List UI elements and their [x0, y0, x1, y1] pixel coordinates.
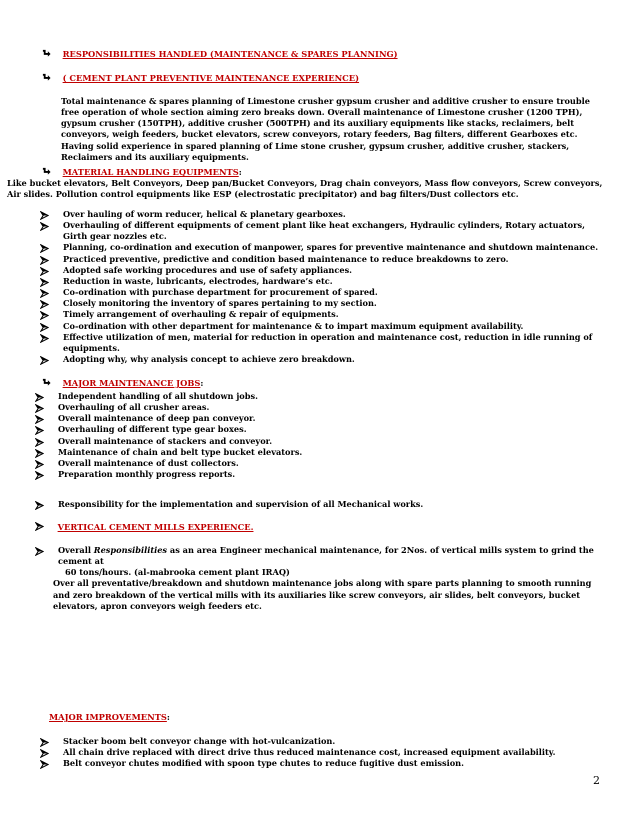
chevron-bullet-icon — [35, 471, 44, 480]
chevron-bullet-icon — [35, 438, 44, 447]
vertical-mills-heading: VERTICAL CEMENT MILLS EXPERIENCE. — [57, 522, 254, 532]
list-item: Adopting why, why analysis concept to achieve zero breakdown. — [40, 354, 610, 365]
major-jobs-list — [35, 391, 595, 480]
list-item: Closely monitoring the inventory of spares pertaining to my section. — [40, 298, 610, 309]
cement-experience-heading: ( CEMENT PLANT PREVENTIVE MAINTENANCE EXPERIENCE) — [62, 73, 360, 83]
vertical-mills-block: Overall Responsibilities as an area Engineer mechanical maintenance, for 2Nos. of vertical mills system to grind the cement at 60 tons/hours. (al-mabrooka cement plant IRAQ) Over all preventative/breakdown and shutdown maintenance jobs along with spare parts planning to smooth running and zero breakdown of the vertical mills with its auxiliaries like screw conveyors, air slides, belt conveyors, bucket elevators, apron conveyors weigh feeders etc. — [35, 545, 610, 612]
chevron-bullet-icon — [35, 501, 44, 510]
arrow-bullet-icon — [42, 167, 52, 178]
responsibilities-heading-row — [42, 49, 398, 60]
list-item: Independent handling of all shutdown jobs. — [35, 391, 595, 402]
chevron-bullet-icon — [40, 760, 49, 769]
mechanical-works-list — [35, 499, 595, 510]
chevron-bullet-icon — [35, 426, 44, 435]
chevron-bullet-icon — [35, 449, 44, 458]
arrow-bullet-icon — [42, 378, 52, 389]
responsibilities-heading: RESPONSIBILITIES HANDLED (MAINTENANCE & SPARES PLANNING) — [62, 49, 398, 59]
vertical-mills-heading-row — [35, 522, 253, 533]
chevron-bullet-icon — [40, 267, 49, 276]
chevron-bullet-icon — [40, 222, 49, 231]
chevron-bullet-icon — [40, 334, 49, 343]
list-item: Belt conveyor chutes modified with spoon type chutes to reduce fugitive dust emission. — [40, 758, 610, 769]
chevron-bullet-icon — [40, 211, 49, 220]
material-handling-list — [40, 209, 610, 365]
list-item: Planning, co-ordination and execution of manpower, spares for preventive maintenance and shutdown maintenance. — [40, 242, 610, 253]
list-item: Responsibility for the implementation and supervision of all Mechanical works. — [35, 499, 595, 510]
chevron-bullet-icon — [40, 256, 49, 265]
arrow-bullet-icon — [42, 49, 52, 60]
list-item: Overhauling of all crusher areas. — [35, 402, 595, 413]
improvements-heading: MAJOR IMPROVEMENTS — [49, 712, 167, 722]
list-item: All chain drive replaced with direct drive thus reduced maintenance cost, increased equipment availability. — [40, 747, 610, 758]
list-item: Timely arrangement of overhauling & repair of equipments. — [40, 309, 610, 320]
chevron-bullet-icon — [35, 393, 44, 402]
list-item: Adopted safe working procedures and use of safety appliances. — [40, 265, 610, 276]
list-item: Over hauling of worm reducer, helical & planetary gearboxes. — [40, 209, 610, 220]
chevron-bullet-icon — [40, 300, 49, 309]
list-item: Practiced preventive, predictive and condition based maintenance to reduce breakdowns to zero. — [40, 254, 610, 265]
improvements-heading-row: MAJOR IMPROVEMENTS: — [49, 712, 170, 722]
list-item: Overall maintenance of stackers and conveyor. — [35, 436, 595, 447]
list-item: Co-ordination with other department for maintenance & to impart maximum equipment availability. — [40, 321, 610, 332]
list-item: Maintenance of chain and belt type bucket elevators. — [35, 447, 595, 458]
material-handling-intro: Like bucket elevators, Belt Conveyors, Deep pan/Bucket Conveyors, Drag chain conveyors, Mass flow conveyors, Screw conveyors, Air slides. Pollution control equipments like ESP (electrostatic precipitator) and bag filters/Dust collectors etc. — [7, 178, 603, 200]
chevron-bullet-icon — [35, 522, 44, 531]
chevron-bullet-icon — [40, 356, 49, 365]
arrow-bullet-icon — [42, 73, 52, 84]
chevron-bullet-icon — [40, 749, 49, 758]
list-item: Overhauling of different equipments of cement plant like heat exchangers, Hydraulic cylinders, Rotary actuators, Girth gear nozzles etc. — [40, 220, 610, 242]
chevron-bullet-icon — [40, 323, 49, 332]
chevron-bullet-icon — [35, 547, 44, 556]
responsibilities-paragraph: Total maintenance & spares planning of Limestone crusher gypsum crusher and additive crusher to ensure trouble free operation of whole section aiming zero breaks down. Overall maintenance of Limestone crusher (1200 TPH), gypsum crusher (150TPH), additive crusher (500TPH) and its auxiliary equipments like stacks, reclaimers, belt conveyors, weigh feeders, bucket elevators, screw conveyors, rotary feeders, Bag filters, different Gearboxes etc. Having solid experience in spared planning of Lime stone crusher, gypsum crusher, additive crusher, stackers, Reclaimers and its auxiliary equipments. — [61, 96, 590, 162]
chevron-bullet-icon — [35, 415, 44, 424]
chevron-bullet-icon — [40, 311, 49, 320]
list-item: Reduction in waste, lubricants, electrodes, hardware’s etc. — [40, 276, 610, 287]
chevron-bullet-icon — [35, 404, 44, 413]
list-item: Stacker boom belt conveyor change with hot-vulcanization. — [40, 736, 610, 747]
list-item: Overall maintenance of deep pan conveyor. — [35, 413, 595, 424]
page-number: 2 — [593, 774, 600, 787]
chevron-bullet-icon — [40, 244, 49, 253]
list-item: Overhauling of different type gear boxes. — [35, 424, 595, 435]
material-handling-heading-row: MATERIAL HANDLING EQUIPMENTS: — [42, 167, 242, 178]
chevron-bullet-icon — [40, 278, 49, 287]
cement-experience-heading-row — [42, 73, 359, 84]
list-item: Overall maintenance of dust collectors. — [35, 458, 595, 469]
list-item: Preparation monthly progress reports. — [35, 469, 595, 480]
material-handling-heading: MATERIAL HANDLING EQUIPMENTS — [62, 167, 239, 177]
improvements-list — [40, 736, 610, 769]
list-item: Effective utilization of men, material for reduction in operation and maintenance cost, reduction in idle running of equipments. — [40, 332, 610, 354]
chevron-bullet-icon — [40, 738, 49, 747]
chevron-bullet-icon — [35, 460, 44, 469]
chevron-bullet-icon — [40, 289, 49, 298]
major-jobs-heading-row: MAJOR MAINTENANCE JOBS: — [42, 378, 203, 389]
major-jobs-heading: MAJOR MAINTENANCE JOBS — [62, 378, 201, 388]
list-item: Co-ordination with purchase department for procurement of spared. — [40, 287, 610, 298]
